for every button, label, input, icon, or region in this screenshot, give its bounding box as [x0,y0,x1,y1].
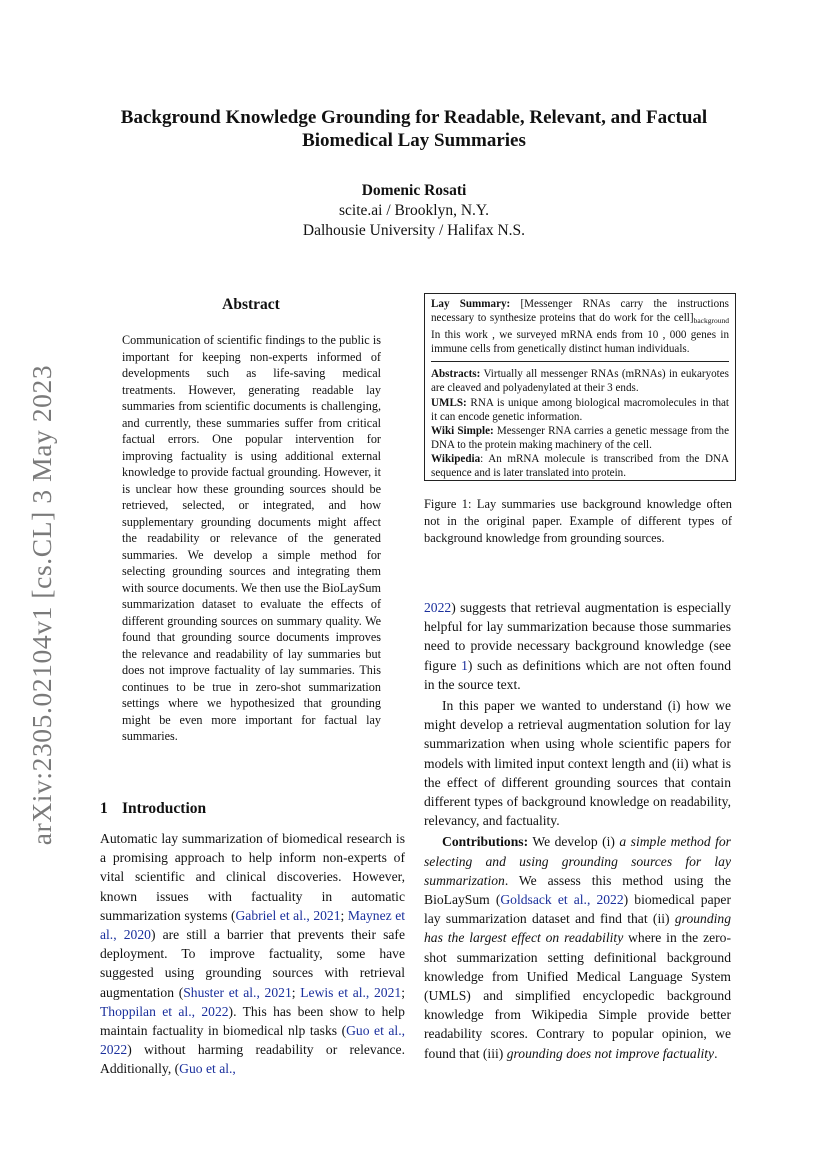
citation-link[interactable]: Maynez et al., 2020 [100,907,406,943]
contributions-paragraph [424,832,731,1062]
wiki-simple-label: Wiki Simple: [431,424,494,437]
abstracts-label: Abstracts: [431,368,481,381]
figure-1-caption: Figure 1: Lay summaries use background knowledge often not in the original paper. Example of different types of background knowledge from grounding sources. [424,497,732,546]
citation-link[interactable]: Lewis et al., 2021 [300,984,402,1000]
paragraph-text: ) such as definitions which are not often found in the source text. [424,657,731,692]
lay-summary-label: Lay Summary: [431,298,511,310]
paragraph-text: where in the zero-shot summarization setting definitional background knowledge from Unified Medical Language System (UMLS) and simplified encyclopedic background knowledge from Wikipedia Simple provide better readability scores. Contrary to popular opinion, we found that (iii) [424,930,731,1061]
research-questions-paragraph: In this paper we wanted to understand (i) how we might develop a retrieval augmentation solution for lay summarization when using whole scientific papers for models with limited input context length and (ii) what is the effect of different grounding sources that contain different types of background knowledge on readability, relevancy, and factuality. [424,698,731,829]
paragraph-text: ) biomedical paper lay summarization dataset and find that (ii) [424,892,731,927]
background-subscript: background [693,316,729,326]
abstracts-text: Virtually all messenger RNAs (mRNAs) in eukaryotes are cleaved and polyadenylated at their 3 ends. [431,368,729,395]
wiki-simple-example [431,424,729,452]
figure-reference-link[interactable]: 1 [461,657,468,673]
right-column-text [424,598,731,1063]
paragraph-text: We develop (i) [528,834,620,850]
section-number: 1 [100,800,108,817]
wikipedia-label: Wikipedia [431,452,481,465]
abstracts-example [431,367,729,395]
emphasis-text: grounding does not improve factuality [506,1045,715,1061]
wikipedia-example [431,452,729,480]
abstract-text: Communication of scientific findings to the public is important for keeping non-experts informed of developments such as life-saving medical treatments. However, generating readable lay summaries from scientific documents is challenging, and currently, these summaries suffer from critical factual errors. One popular intervention for improving factuality is using additional external knowledge to provide factual grounding. However, it is unclear how these grounding sources should be retrieved, selected, or integrated, and how supplementary grounding documents might affect the readability or relevance of the generated summaries. We develop a simple method for selecting grounding sources and integrating them with source documents. We then use the BioLaySum summarization dataset to evaluate the effects of different grounding sources on summary quality. We found that grounding source documents improves the relevance and readability of lay summaries but does not improve factuality of lay summaries. This continues to be true in zero-shot summarization settings where we hypothesized that grounding might be even more important for factual lay summaries. [122,333,381,743]
arxiv-identifier-text: arXiv:2305.02104v1 [cs.CL] 3 May 2023 [26,364,57,846]
arxiv-identifier-stamp [22,365,62,845]
intro-text: ; [401,984,405,1000]
author-block [214,181,614,241]
citation-link[interactable]: 2022 [424,600,452,615]
contributions-label: Contributions: [442,834,529,850]
wikipedia-text: : An mRNA molecule is transcribed from the DNA sequence and is later translated into protein. [431,452,729,480]
figure-divider [431,361,729,362]
paragraph-text: ) suggests that retrieval augmentation is especially helpful for lay summarization because those summaries need to provide necessary background knowledge (see figure [424,600,731,673]
intro-text: ) without harming readability or relevance. Additionally, ( [100,1042,405,1077]
section-title: Introduction [122,800,207,817]
section-heading-introduction [100,800,206,818]
wiki-simple-text: Messenger RNA carries a genetic message from the DNA to the protein making machinery of the cell. [431,424,729,451]
umls-example [431,396,729,424]
citation-link[interactable]: Guo et al., [179,1061,236,1077]
lay-summary-text: [Messenger RNAs carry the instructions necessary to synthesize proteins that do work for the cell] [431,298,729,325]
emphasis-text: a simple method for selecting and using grounding sources for lay summarization [424,834,731,888]
author-name: Domenic Rosati [361,182,467,199]
author-affiliation-2: Dalhousie University / Halifax N.S. [302,222,526,239]
intro-text: ; [340,907,348,923]
introduction-paragraph [100,829,405,1079]
lay-summary-text: In this work , we surveyed mRNA ends from 10 , 000 genes in immune cells from genetically distinct human individuals. [431,329,729,356]
paper-title: Background Knowledge Grounding for Readable, Relevant, and Factual Biomedical Lay Summaries [120,107,708,151]
umls-label: UMLS: [431,396,467,409]
citation-link[interactable]: Guo et al., 2022 [100,1023,405,1058]
intro-text: ; [291,984,301,1000]
paragraph-text: . [714,1045,718,1061]
author-affiliation-1: scite.ai / Brooklyn, N.Y. [339,202,489,219]
abstract-heading: Abstract [222,296,280,313]
paragraph-text: . We assess this method using the BioLaySum ( [424,872,731,908]
emphasis-text: grounding has the largest effect on readability [424,911,731,946]
citation-link[interactable]: Shuster et al., 2021 [183,984,292,1000]
citation-link[interactable]: Goldsack et al., 2022 [500,892,624,908]
intro-text: Automatic lay summarization of biomedical research is a promising approach to help inform non-experts of vital scientific and clinical discoveries. However, known issues with factuality in automatic summarization systems ( [100,831,405,923]
intro-text: ) are still a barrier that prevents their safe deployment. To improve factuality, some have suggested using grounding sources with retrieval augmentation ( [100,927,405,1000]
continued-paragraph [424,598,731,694]
figure-1-box [424,293,736,481]
citation-link[interactable]: Thoppilan et al., 2022 [100,1003,229,1019]
citation-link[interactable]: Gabriel et al., 2021 [235,907,341,923]
intro-text: ). This has been show to help maintain factuality in biomedical nlp tasks ( [100,1003,405,1039]
umls-text: RNA is unique among biological macromolecules in that it can encode genetic information. [431,396,729,423]
lay-summary-example [431,297,729,356]
